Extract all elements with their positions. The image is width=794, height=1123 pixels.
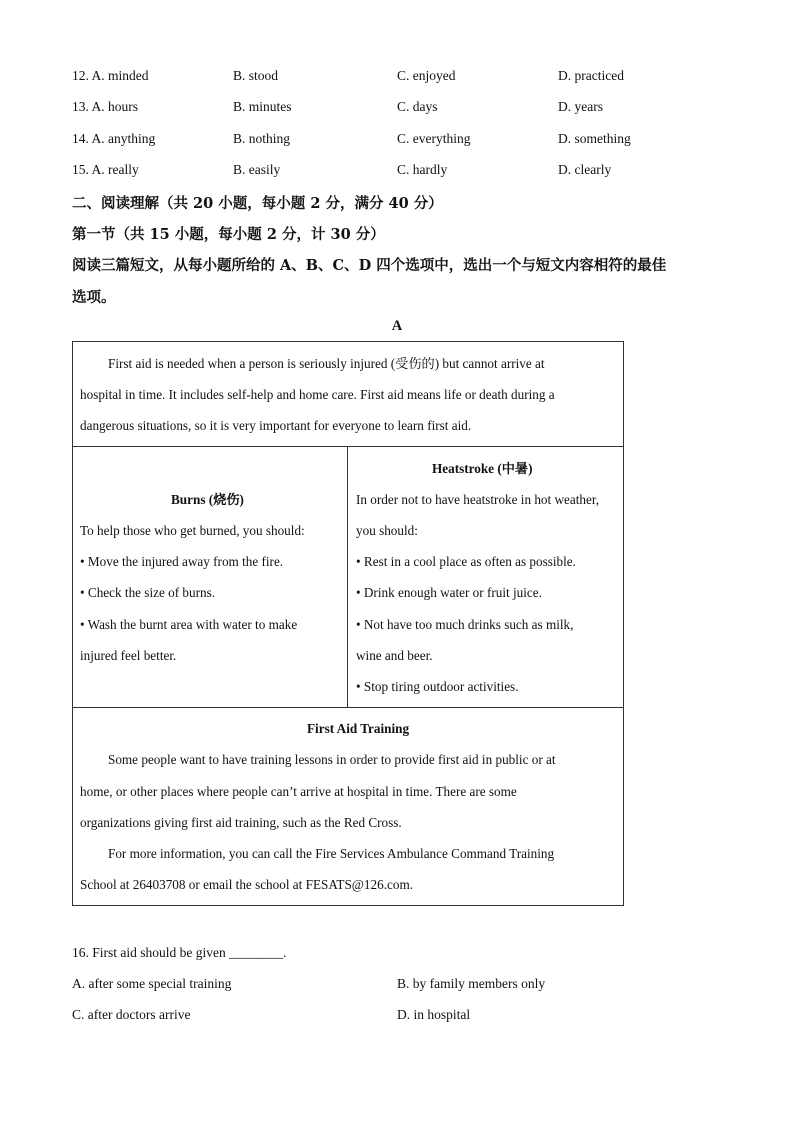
intro-line: First aid is needed when a person is seriously injured (受伤的) but cannot arrive at (108, 356, 545, 371)
options-row-15 (72, 162, 732, 182)
heatstroke-line: • Not have too much drinks such as milk, (356, 617, 574, 632)
options-row-13 (72, 99, 732, 119)
option-d: D. practiced (558, 68, 624, 83)
training-line: School at 26403708 or email the school at FESATS@126.com. (80, 877, 414, 892)
burns-line: • Move the injured away from the fire. (80, 554, 284, 569)
instruction-line-1: 阅读三篇短文，从每小题所给的 A、B、C、D 四个选项中，选出一个与短文内容相符的最佳 (72, 257, 667, 274)
instruction-line-2: 选项。 (72, 289, 116, 306)
heatstroke-line: • Rest in a cool place as often as possible. (356, 554, 576, 569)
training-title: First Aid Training (307, 721, 410, 736)
section-heading: 二、阅读理解（共 20 小题，每小题 2 分，满分 40 分） (72, 195, 443, 212)
option-d: D. clearly (558, 162, 612, 177)
option-a: 15. A. really (72, 162, 139, 177)
heatstroke-line: • Drink enough water or fruit juice. (356, 585, 542, 600)
question-16-option-b: B. by family members only (397, 976, 546, 991)
question-16-option-c: C. after doctors arrive (72, 1007, 191, 1022)
heatstroke-title: Heatstroke (中暑) (432, 461, 533, 476)
option-d: D. something (558, 131, 631, 146)
option-b: B. stood (233, 68, 279, 83)
heatstroke-line: you should: (356, 523, 418, 538)
option-a: 13. A. hours (72, 99, 139, 114)
option-c: C. everything (397, 131, 471, 146)
training-line: home, or other places where people can’t arrive at hospital in time. There are some (80, 784, 517, 799)
heatstroke-line: wine and beer. (356, 648, 433, 663)
option-c: C. enjoyed (397, 68, 456, 83)
option-b: B. nothing (233, 131, 291, 146)
training-line: Some people want to have training lessons in order to provide first aid in public or at (108, 752, 556, 767)
options-row-12 (72, 68, 732, 88)
question-16-option-d: D. in hospital (397, 1007, 471, 1022)
option-b: B. minutes (233, 99, 292, 114)
burns-line: injured feel better. (80, 648, 177, 663)
passage-label: A (391, 318, 403, 334)
question-16-stem: 16. First aid should be given ________. (72, 945, 287, 960)
burns-title: Burns (烧伤) (171, 492, 244, 507)
training-line: For more information, you can call the Fire Services Ambulance Command Training (108, 846, 555, 861)
burns-line: • Wash the burnt area with water to make (80, 617, 298, 632)
option-b: B. easily (233, 162, 281, 177)
intro-line: dangerous situations, so it is very important for everyone to learn first aid. (80, 418, 472, 433)
heatstroke-line: In order not to have heatstroke in hot weather, (356, 492, 599, 507)
burns-line: To help those who get burned, you should: (80, 523, 305, 538)
option-a: 12. A. minded (72, 68, 149, 83)
options-row-14 (72, 131, 732, 151)
training-line: organizations giving first aid training, such as the Red Cross. (80, 815, 402, 830)
option-c: C. hardly (397, 162, 448, 177)
intro-line: hospital in time. It includes self-help and home care. First aid means life or death during a (80, 387, 555, 402)
option-c: C. days (397, 99, 438, 114)
option-d: D. years (558, 99, 603, 114)
subsection-heading: 第一节（共 15 小题，每小题 2 分，计 30 分） (72, 226, 385, 243)
option-a: 14. A. anything (72, 131, 156, 146)
question-16-option-a: A. after some special training (72, 976, 232, 991)
burns-line: • Check the size of burns. (80, 585, 215, 600)
column-divider (347, 447, 348, 707)
heatstroke-line: • Stop tiring outdoor activities. (356, 679, 519, 694)
